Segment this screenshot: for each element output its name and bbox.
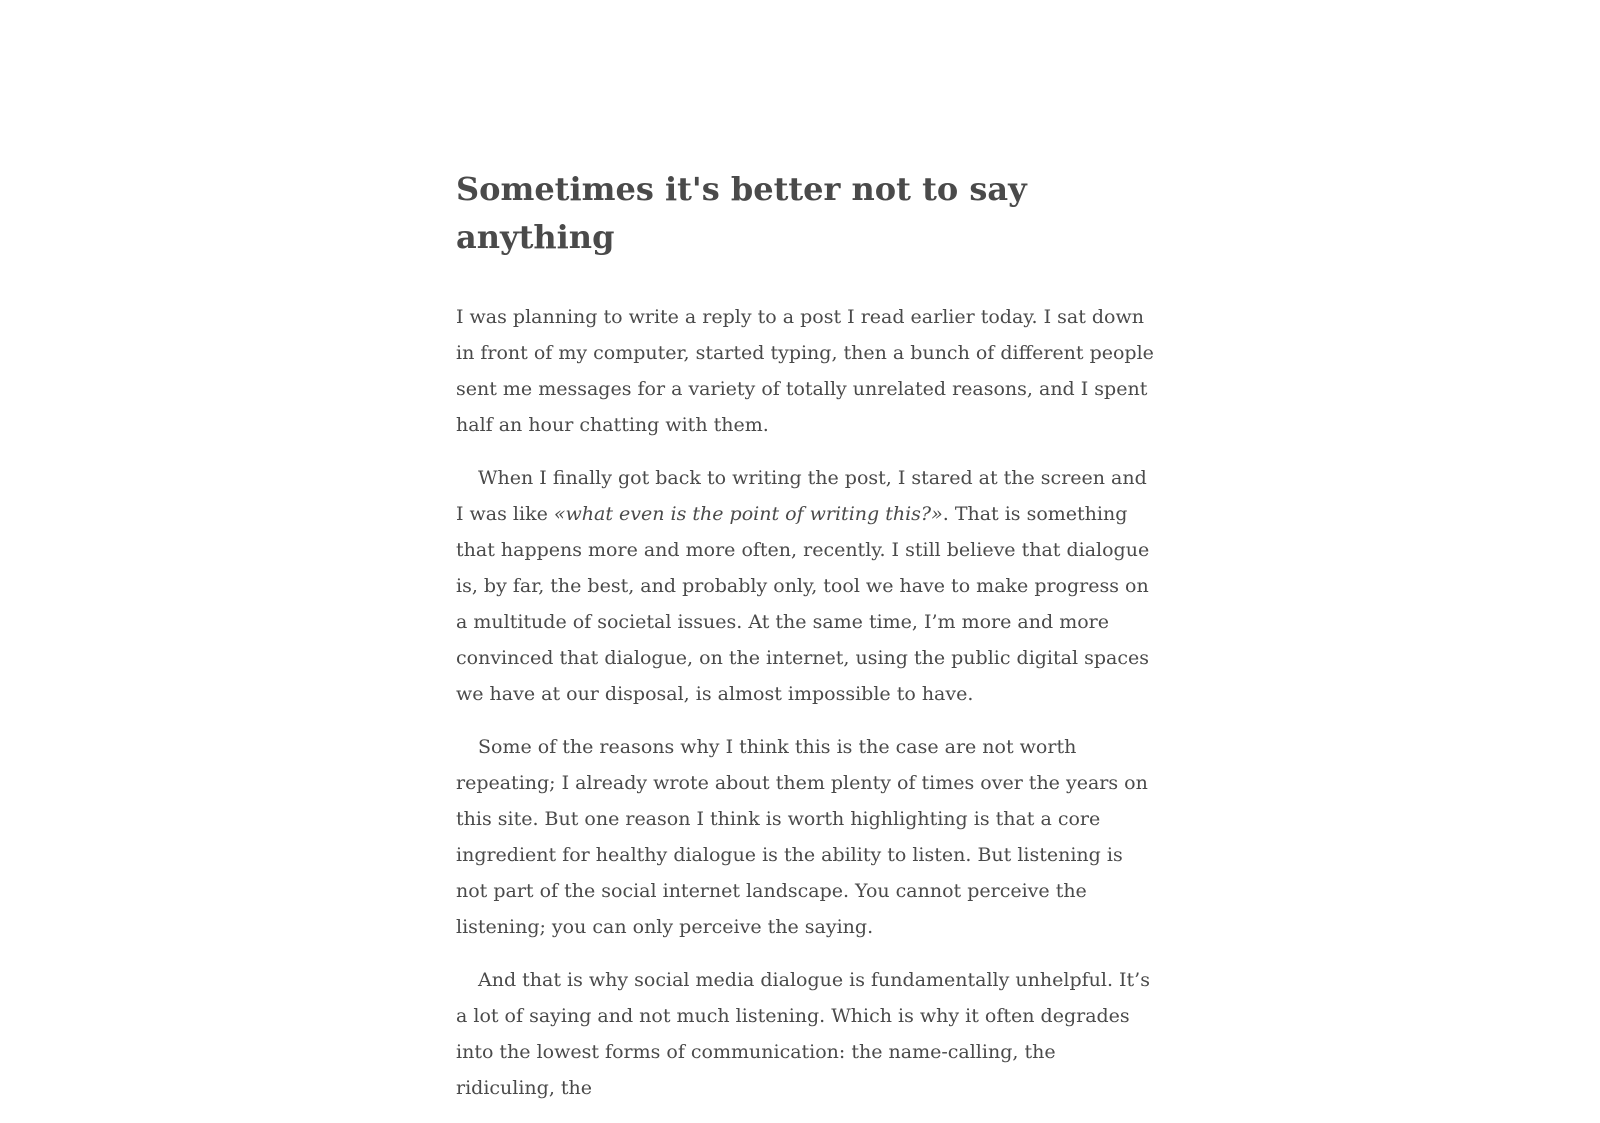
page-title: Sometimes it's better not to say anything bbox=[456, 170, 1027, 256]
paragraph-2-quote: «what even is the point of writing this?» bbox=[553, 503, 943, 525]
paragraph-2-lead: When I finally got back to writing the post, I stared at the screen and I was like bbox=[456, 467, 1147, 525]
paragraph-3: Some of the reasons why I think this is the case are not worth repeating; I already wrote about them plenty of times over the years on this site. But one reason I think is worth highlighting is that a core ingredient for healthy dialogue is the ability to listen. But listening is not part of the social internet landscape. You cannot perceive the listening; you can only perceive the saying. bbox=[456, 736, 1148, 938]
paragraph-2 bbox=[456, 460, 1156, 712]
paragraph-4: And that is why social media dialogue is fundamentally unhelpful. It’s a lot of saying and not much listening. Which is why it often degrades into the lowest forms of communication: the name-calling, the ridiculing, the bbox=[456, 969, 1150, 1099]
paragraph-2-rest: . That is something that happens more and more often, recently. I still believe that dialogue is, by far, the best, and probably only, tool we have to make progress on a multitude of societal issues. At the same time, I’m more and more convinced that dialogue, on the internet, using the public digital spaces we have at our disposal, is almost impossible to have. bbox=[456, 503, 1150, 705]
paragraph-1: I was planning to write a reply to a post I read earlier today. I sat down in front of my computer, started typing, then a bunch of different people sent me messages for a variety of totally unrelated reasons, and I spent half an hour chatting with them. bbox=[456, 306, 1154, 436]
article-body bbox=[456, 299, 1156, 1106]
article bbox=[456, 165, 1156, 1123]
